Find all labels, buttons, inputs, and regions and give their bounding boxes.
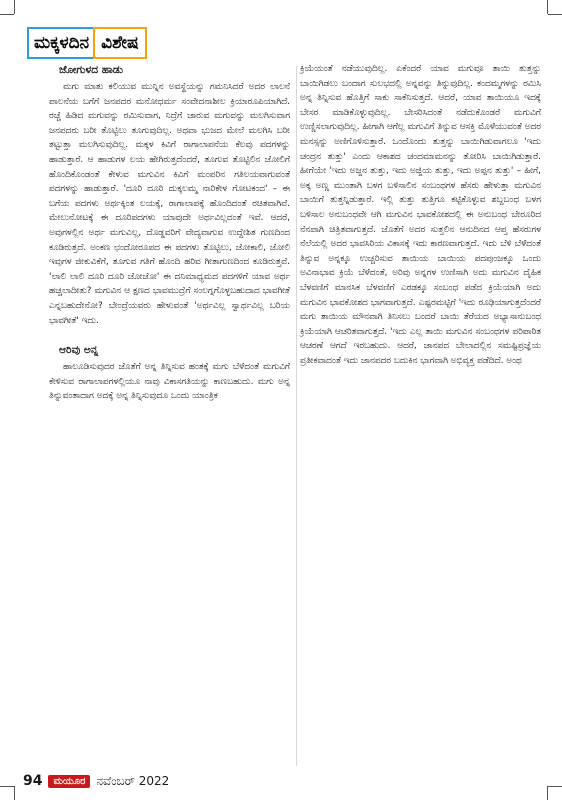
crop-mark [547,786,548,800]
crop-mark [548,786,562,787]
crop-mark [14,786,15,800]
page-number: 94 [23,773,43,789]
page-footer [23,773,169,789]
section-header [27,27,147,59]
header-title-part1: ಮಕ್ಕಳದಿನ [27,27,93,59]
magazine-logo: ಮಯೂರ [48,775,90,788]
crop-mark [0,14,14,15]
issue-date: ನವೆಂಬರ್ 2022 [96,773,170,788]
left-column [49,62,290,404]
header-title-part2: ವಿಶೇಷ [93,27,146,59]
crop-mark [547,0,548,14]
column-divider [296,66,297,766]
continued-paragraph: ಕ್ರಿಯೆಯಂತೆ ನಡೆಯುವುದಿಲ್ಲ. ಏಕೆಂದರೆ ಯಾವ ಮಗುವೂ ತಾಯಿ ತುತ್ತನ್ನು ಬಾಯಿಗಿಡಲು ಬಂದಾಗ ಸುಲಭದಲ್ಲಿ ಅನ್ನವನ್ನು ತಿನ್ನುವುದಿಲ್ಲ. ಕಂದಮ್ಮಗಳನ್ನು ರಮಿಸಿ ಅನ್ನ ತಿನ್ನಿಸುವ ಹೊತ್ತಿಗೆ ಸಾಕು ಸಾಕೆನಿಸುತ್ತದೆ. ಆದರೆ, ಯಾವ ತಾಯಿಯೂ ಇದಕ್ಕೆ ಬೇಸರ ಮಾಡಿಕೊಳ್ಳುವುದಿಲ್ಲ. ಬೇಸರಿಸಿದಂತೆ ನಡೆದುಕೊಂಡರೆ ಮಗುವಿಗೆ ಉಣ್ಣಿಸಲಾಗುವುದಿಲ್ಲ. ಹೀಗಾಗಿ ಆಗೆಲ್ಲ ಮಗುವಿಗೆ ತಿನ್ನುವ ಆಸಕ್ತಿ ಮೊಳೆಯುವಂತೆ ಅದರ ಮನಸ್ಸನ್ನು ಅಣಿಗೊಳಿಸುತ್ತಾರೆ. ಒಂದೊಂದು ತುತ್ತನ್ನು ಬಾಯಿಗಿಡುವಾಗಲೂ 'ಇದು ಚಂದ್ರನ ತುತ್ತು' ಎಂದು ಆಕಾಶದ ಚಂದಮಾಮನನ್ನು ತೋರಿಸಿ ಬಾಯಿಗಿಡುತ್ತಾರೆ. ಹೀಗೆಯೇ 'ಇದು ಅಜ್ಜನ ತುತ್ತು, ಇದು ಅಜ್ಜಿಯ ತುತ್ತು, ಇದು ಅಪ್ಪನ ತುತ್ತು' – ಹೀಗೆ, ಅಕ್ಕ ಅಣ್ಣ ಮುಂತಾಗಿ ಬಳಗ ಬಳಿಸಾಲಿನ ಸಂಬಂಧಗಳ ಹೆಸರು ಹೇಳುತ್ತಾ ಮಗುವಿನ ಬಾಯಿಗೆ ತುತ್ತನ್ನಿಡುತ್ತಾರೆ. ಇಲ್ಲಿ ತುತ್ತು ತುತ್ತಿಗೂ ಕಟ್ಟಿಕೊಳ್ಳುವ ಶಬ್ದಬಂಧ ಬಳಗ ಬಳಿಸಾಲ ಅನುಬಂಧವೇ ಆಗಿ ಮಗುವಿನ ಭಾವಕೋಶದಲ್ಲಿ ಈ ಅನುಬಂಧ ಬೇರೂರಿದ ನೆನಪಾಗಿ ಚಿತ್ರಿತವಾಗುತ್ತದೆ. ಜೊತೆಗೆ ಅದರ ಸುತ್ತಲಿನ ಆನುದಿನದ ಆಪ್ತ ಹೆಸರುಗಳ ನೆಲೆಯಲ್ಲಿ ಅದರ ಭಾವಸಿರಿಯ ವಿಕಾಸಕ್ಕೆ ಇದು ಕಾರಣವಾಗುತ್ತದೆ. ಇದು ಬೆಳಿ ಬೆಳೆದಂತೆ ತಿನ್ನುವ ಅನ್ನಕ್ಕೂ ಉಚ್ಚರಿಸುವ ತಾಯಿಯ ಬಾಯಿಯ ಪದಪುಂಜಕ್ಕೂ ಒಂದು ಅವಿನಾಭಾವ ಕ್ರಿಯೆ ಬೆಳೆದಂತೆ, ಅರಿವು ಅನ್ನಗಳ ಉಣಿಸಾಗಿ ಅದು ಮಗುವಿನ ದೈಹಿಕ ಬೆಳವಣಿಗೆ ಮಾನಸಿಕ ಬೆಳವಣಿಗೆ ಎರಡಕ್ಕೂ ಸಂಬಂಧ ಪಡೆದ ಕ್ರಿಯೆಯಾಗಿ ಅದು ಮಗುವಿನ ಭಾವಕೋಶದ ಭಾಗವಾಗುತ್ತದೆ. ಎಷ್ಟರಮಟ್ಟಿಗೆ 'ಇದು ರೂಢಿಯಾಗುತ್ತದೆಂದರೆ ಮಗು ತಾಯಿಯ ಮೌನವಾಗಿ ತಿನಿಸಲು ಬಂದರೆ ಬಾಯಿ ತೆರೆಯದ ಅಭ್ಯಾಸಾನುಬಂಧ ಕ್ರಿಯೆಯಾಗಿ ಆಚರಿತವಾಗುತ್ತದೆ. 'ಇದು ಎಲ್ಲ ತಾಯಿ ಮಗುವಿನ ಸಂಬಂಧಗಳ ಪರಿಪಾಠಿತ ಆಚರಣೆ ಆಗದೆ ಇರಬಹುದು. ಆದರೆ, ಜಾನಪದ ಬೇಲಾದಲ್ಲಿನ ಸಮಷ್ಟಿಪ್ರಜ್ಞೆಯ ಪ್ರತೀಕವಾದಂತೆ ಇದು ಜಾನಪದರ ಬದುಕಿನ ಭಾಗವಾಗಿ ಅಭಿವ್ಯಕ್ತ ಪಡೆದಿದೆ. ಅಂಥ [300,64,541,366]
crop-mark [548,14,562,15]
section-heading-food: ಆರಿವು ಅನ್ನ [59,344,99,357]
crop-mark [14,0,15,14]
section-heading-lullaby: ಜೋಗುಳದ ಹಾಡು [59,64,123,76]
lullaby-paragraph: ಮಗು ಮಾತು ಕಲಿಯುವ ಮುನ್ನಿನ ಅವಸ್ಥೆಯನ್ನು ಗಮನಿಸಿದರೆ ಅದರ ಲಾಲನೆ ಪಾಲನೆಯ ಬಗೆಗೆ ಜನಪದರ ಮನೋಧರ್ಮ ಸಂವೇದನಾಶೀಲ ಕ್ರಿಯಾರೂಪಿಯಾಗಿದೆ. ರಚ್ಚೆ ಹಿಡಿದ ಮಗುವನ್ನು ರಮಿಸುವಾಗ, ನಿದ್ರೆಗೆ ಜಾರುವ ಮಗುವನ್ನು ಮಲಗಿಸುವಾಗ ಜನಪದರು ಬರೀ ತೊಟ್ಟಿಲು ತೂಗುವುದಿಲ್ಲ. ಅಥವಾ ಭುಜದ ಮೇಲೆ ಮಲಗಿಸಿ ಬರೀ ತಟ್ಟುತ್ತಾ ಮಲಗಿಸುವುದಿಲ್ಲ. ಮಕ್ಕಳ ಕಿವಿಗೆ ರಾಗಾಲಾಪನೆಯ ಕೆಲವು ಪದಗಳನ್ನು ಹಾಡುತ್ತಾರೆ. ಆ ಹಾಡುಗಳ ಲಯ ಹೇಗಿರುತ್ತದೆಂದರೆ, ತೂಗುವ ತೊಟ್ಟಿಲಿನ ಜೋಲಿಗೆ ಹೊಂದಿಕೊಂಡಂತೆ ಕೇಳುವ ಮಗುವಿನ ಕಿವಿಗೆ ಮಂಪರಿನ ಗತಿಲಯವಾಗುವಂತೆ ಪದಗಳನ್ನು ಹಾಡುತ್ತಾರೆ. 'ದೂರಿ ದೂರಿ ದುಕ್ಕಲಮ್ಮ ನಾರಿಕೇಳ ಗೋಟಕಂದ' – ಈ ಬಗೆಯ ಪದಗಳು ಅರ್ಥಕ್ಕಿಂತ ಲಯಕ್ಕೆ, ರಾಗಾಲಾಪಕ್ಕೆ ಹೊಂದಿದಂತೆ ರಚಿತವಾಗಿವೆ. ಮೇಲುನೋಟಕ್ಕೆ ಈ ದೂರಿಪದಗಳು ಯಾವುದೇ ಅರ್ಥವಿಲ್ಲದಂತೆ ಇವೆ. ಆದರೆ, ಅವುಗಳಲ್ಲಿನ ಅರ್ಥ ಮಗುವಿಲ್ಲ, ದೊಡ್ಡವರಿಗೆ ವೇದ್ಯವಾಗುವ ಉದ್ದೇಶಿತ ಗುಣದಿಂದ ಕೂಡಿರುತ್ತದೆ. ಅಂಕಣ ಛಂದೋರೂಪದ ಈ ಪದಗಳು ತೊಟ್ಟಿಲು, ಜೋಕಾಲಿ, ಜೋಲಿ ಇವುಗಳ ಜೀಕುವಿಕೆಗೆ, ತೂಗುವ ಗತಿಗೆ ಹೊಂದಿ ಹರಿವ ಗೀತಾಗುಣದಿಂದ ಕೂಡಿರುತ್ತವೆ. 'ಲಾಲಿ ಲಾಲಿ ದೂರಿ ದೂರಿ ಜೋಜೋ' ಈ ದನಿಮಾಧ್ಯಮದ ಪದಗಳಿಗೆ ಯಾವ ಅರ್ಥ ಹಚ್ಚಲಾದೀತು? ಮಗುವಿನ ಆ ಕ್ಷಣದ ಭಾವಮುದ್ರೆಗೆ ಸಂಲಗ್ನಗೊಳ್ಳಬಹುದಾದ ಭಾವಗೀತೆ ಎನ್ನಬಹುದೇನೋ? ಬೇಂದ್ರೆಯವರು ಹೇಳುವಂತೆ 'ಅರ್ಥವಿಲ್ಲ ಸ್ವಾರ್ಥವಿಲ್ಲ ಬರಿಯ ಭಾವಗೀತೆ' ಇದು. [49,82,290,326]
food-paragraph: ಹಾಲೂಡಿಸುವುದರ ಜೊತೆಗೆ ಅನ್ನ ತಿನ್ನಿಸುವ ಹಂತಕ್ಕೆ ಮಗು ಬೆಳೆದಂತೆ ಮಗುವಿಗೆ ಕೇಳಿಸುವ ರಾಗಾಲಾಪಗಳಲ್ಲಿಯೂ ನಾವು ವಿಕಾಸಗತಿಯನ್ನು ಕಾಣಬಹುದು. ಮಗು ಅನ್ನ ತಿನ್ನುವಂತಾದಾಗ ಅದಕ್ಕೆ ಅನ್ನ ತಿನ್ನಿಸುವುದೂ ಒಂದು ಯಾಂತ್ರಿಕ [49,362,290,402]
right-column [300,62,541,368]
crop-mark [0,786,14,787]
